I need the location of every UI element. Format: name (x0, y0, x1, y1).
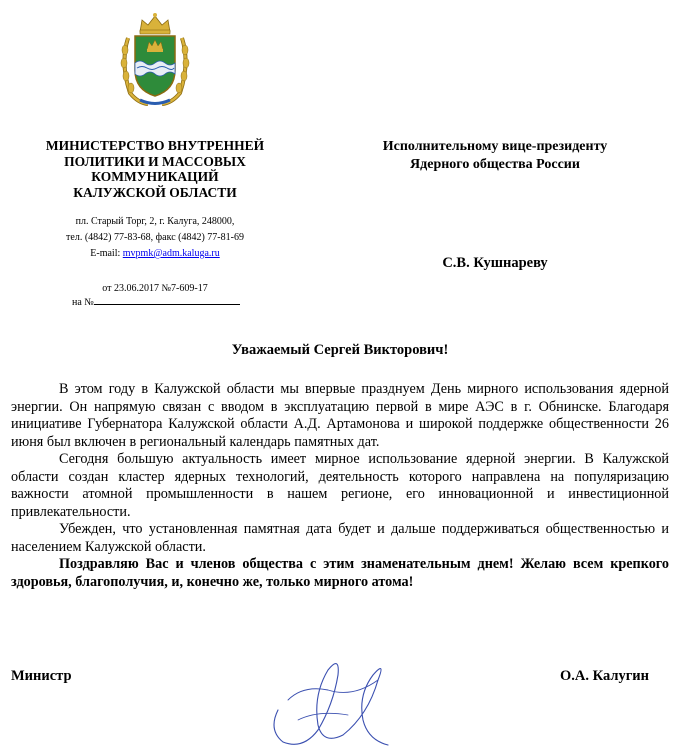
email-label: E-mail: (90, 248, 123, 259)
incoming-number-label: на № (72, 297, 94, 308)
addressee-name: С.В. Кушнареву (442, 255, 548, 271)
reference-block (30, 282, 280, 309)
outgoing-number: от 23.06.2017 №7-609-17 (102, 283, 208, 294)
ministry-name (30, 138, 280, 200)
sender-phone: тел. (4842) 77-83-68, факс (4842) 77-81-69 (66, 232, 244, 243)
closing-paragraph: Поздравляю Вас и членов общества с этим знаменательным днем! Желаю всем крепкого здоровья, благополучия, и, конечно же, только мирного атома! (11, 556, 669, 590)
body-paragraph: В этом году в Калужской области мы впервые празднуем День мирного использования ядерной энергии. Он напрямую связан с вводом в эксплуатацию первой в мире АЭС в г. Обнинске. Благодаря инициативе Губернатора Калужской области А.Д. Артамонова и широкой поддержке общественности 26 июня был включен в региональный календарь памятных дат. (11, 381, 669, 450)
sender-address: пл. Старый Торг, 2, г. Калуга, 248000, (75, 216, 235, 227)
addressee-line: Ядерного общества России (410, 157, 580, 172)
email-link[interactable]: mvpmk@adm.kaluga.ru (122, 248, 220, 259)
sender-block (30, 138, 280, 262)
body-paragraph: Убежден, что установленная памятная дата будет и дальше поддерживаться общественностью и населением Калужской области. (11, 521, 669, 555)
addressee-line: Исполнительному вице-президенту (382, 139, 608, 154)
ministry-name-line: КАЛУЖСКОЙ ОБЛАСТИ (73, 184, 237, 200)
signatory-title: Министр (11, 668, 72, 684)
sender-email-line (30, 246, 280, 262)
incoming-number-blank (94, 295, 240, 305)
signatory-name: О.А. Калугин (560, 668, 650, 684)
body-paragraph: Сегодня большую актуальность имеет мирное использование ядерной энергии. В Калужской области создан кластер ядерных технологий, деятельность которого направлена на популяризацию важности атомной промышленности в нашем регионе, его инновационной и инвестиционной привлекательности. (11, 451, 669, 520)
ministry-name-line: МИНИСТЕРСТВО ВНУТРЕННЕЙ (45, 138, 265, 153)
letter-body (11, 381, 669, 591)
crown-icon (140, 13, 170, 34)
ministry-name-line: КОММУНИКАЦИЙ (91, 169, 219, 184)
salutation: Уважаемый Сергей Викторович! (231, 342, 449, 358)
coat-of-arms-emblem (118, 8, 192, 108)
addressee-position (345, 138, 645, 174)
ministry-name-line: ПОЛИТИКИ И МАССОВЫХ (64, 153, 246, 169)
handwritten-signature (258, 650, 398, 750)
incoming-number (30, 295, 280, 309)
